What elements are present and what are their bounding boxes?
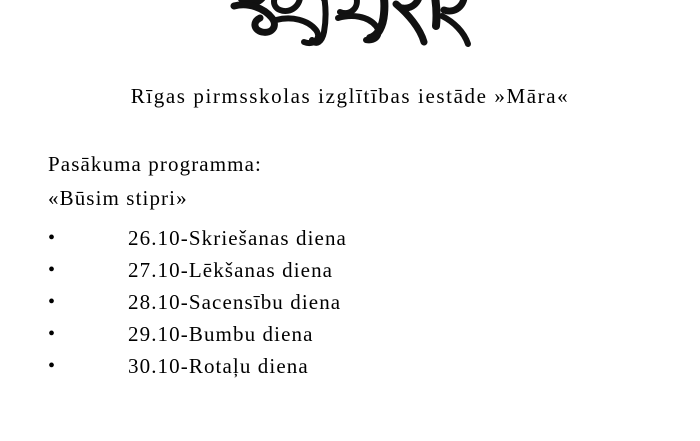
mara-brush-logo bbox=[0, 0, 700, 58]
program-heading: Pasākuma programma: bbox=[48, 152, 262, 176]
list-item-label: 28.10-Sacensību diena bbox=[128, 290, 342, 314]
bullet-icon: • bbox=[48, 355, 57, 377]
bullet-icon: • bbox=[48, 323, 57, 345]
list-item-label: 30.10-Rotaļu diena bbox=[128, 354, 309, 378]
bullet-icon: • bbox=[48, 227, 57, 249]
program-item-list bbox=[40, 222, 660, 382]
program-subtitle: «Būsim stipri» bbox=[48, 186, 188, 210]
list-item-label: 26.10-Skriešanas diena bbox=[128, 226, 347, 250]
list-item-label: 29.10-Bumbu diena bbox=[128, 322, 314, 346]
institution-title: Rīgas pirmsskolas izglītības iestāde »Māra« bbox=[130, 84, 570, 108]
bullet-icon: • bbox=[48, 259, 57, 281]
list-item bbox=[40, 254, 660, 286]
list-item bbox=[40, 286, 660, 318]
bullet-icon: • bbox=[48, 291, 57, 313]
list-item bbox=[40, 318, 660, 350]
list-item bbox=[40, 222, 660, 254]
list-item-label: 27.10-Lēkšanas diena bbox=[128, 258, 334, 282]
list-item bbox=[40, 350, 660, 382]
